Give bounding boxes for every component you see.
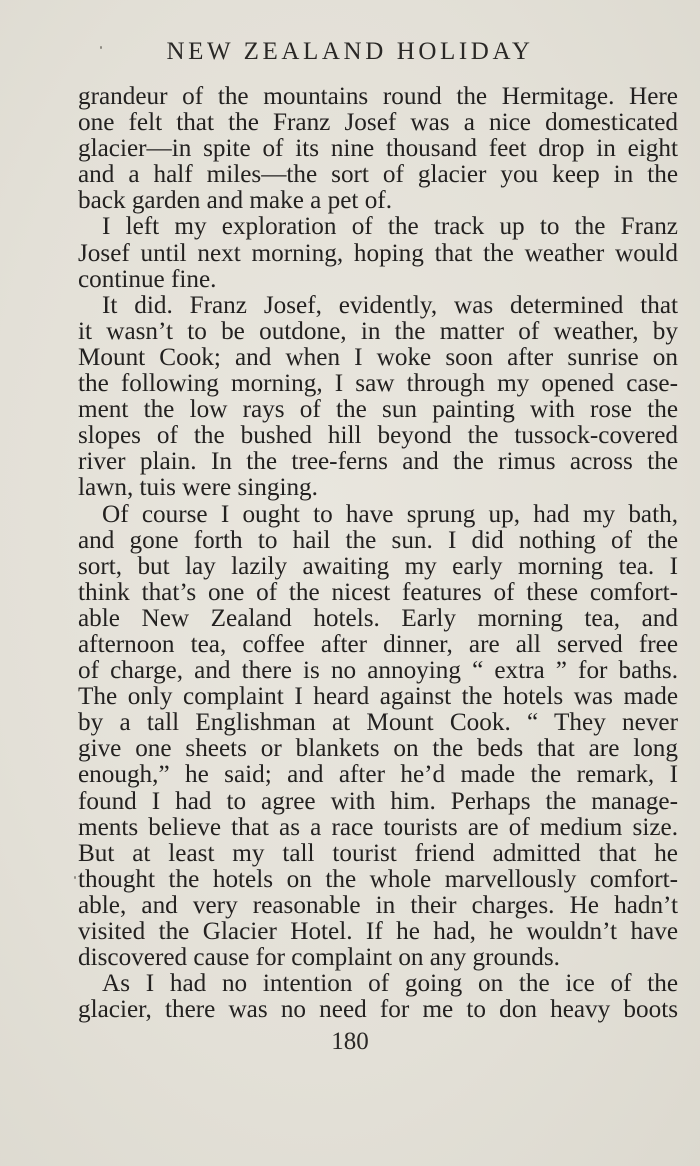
text-line: grandeur of the mountains round the Hermitage. Here xyxy=(78,83,678,110)
running-head: NEW ZEALAND HOLIDAY xyxy=(166,38,534,65)
text-line: think that’s one of the nicest features of these comfort- xyxy=(78,578,678,606)
text-line: visited the Glacier Hotel. If he had, he wouldn’t have xyxy=(78,918,678,945)
text-line: it wasn’t to be outdone, in the matter of weather, by xyxy=(78,317,678,345)
text-line: ment the low rays of the sun painting with rose the xyxy=(78,396,678,424)
text-line: back garden and make a pet of. xyxy=(78,187,392,215)
text-line: But at least my tall tourist friend admitted that he xyxy=(78,839,678,867)
text-line: As I had no intention of going on the ice of the xyxy=(102,970,678,998)
text-line: I left my exploration of the track up to the Franz xyxy=(102,213,678,241)
body-text xyxy=(78,84,678,1023)
text-line: glacier, there was no need for me to don heavy boots xyxy=(78,996,678,1024)
text-line: Josef until next morning, hoping that the weather would xyxy=(78,239,678,267)
text-line: discovered cause for complaint on any grounds. xyxy=(78,944,560,972)
text-line: and gone forth to hail the sun. I did nothing of the xyxy=(78,526,678,554)
text-line: glacier—in spite of its nine thousand feet drop in eight xyxy=(78,135,678,163)
text-line: one felt that the Franz Josef was a nice domesticated xyxy=(78,109,678,137)
text-line: by a tall Englishman at Mount Cook. “ They never xyxy=(78,709,678,737)
page-number: 180 xyxy=(331,1028,369,1055)
text-line: thought the hotels on the whole marvellously comfort- xyxy=(78,865,678,893)
text-line: able New Zealand hotels. Early morning tea, and xyxy=(78,604,678,632)
text-line: able, and very reasonable in their charges. He hadn’t xyxy=(78,891,678,919)
text-line: afternoon tea, coffee after dinner, are all served free xyxy=(78,630,678,658)
print-speck xyxy=(74,876,76,879)
text-line: ments believe that as a race tourists are of medium size. xyxy=(78,813,678,841)
text-line: sort, but lay lazily awaiting my early morning tea. I xyxy=(78,552,678,580)
text-line: Of course I ought to have sprung up, had my bath, xyxy=(102,500,678,528)
text-line: It did. Franz Josef, evidently, was determined that xyxy=(102,291,678,319)
text-line: slopes of the bushed hill beyond the tussock-covered xyxy=(78,422,678,450)
text-line: of charge, and there is no annoying “ extra ” for baths. xyxy=(78,657,678,685)
text-line: Mount Cook; and when I woke soon after sunrise on xyxy=(78,343,678,371)
text-line: the following morning, I saw through my opened case- xyxy=(78,370,678,398)
text-line: and a half miles—the sort of glacier you keep in the xyxy=(78,161,678,189)
text-line: give one sheets or blankets on the beds that are long xyxy=(78,735,678,763)
text-line: lawn, tuis were singing. xyxy=(78,474,318,502)
text-line: The only complaint I heard against the hotels was made xyxy=(78,683,678,711)
text-line: continue fine. xyxy=(78,265,217,293)
text-line: river plain. In the tree-ferns and the rimus across the xyxy=(78,448,678,476)
print-speck xyxy=(100,46,102,49)
text-line: found I had to agree with him. Perhaps the manage- xyxy=(78,787,678,815)
text-line: enough,” he said; and after he’d made the remark, I xyxy=(78,761,678,789)
